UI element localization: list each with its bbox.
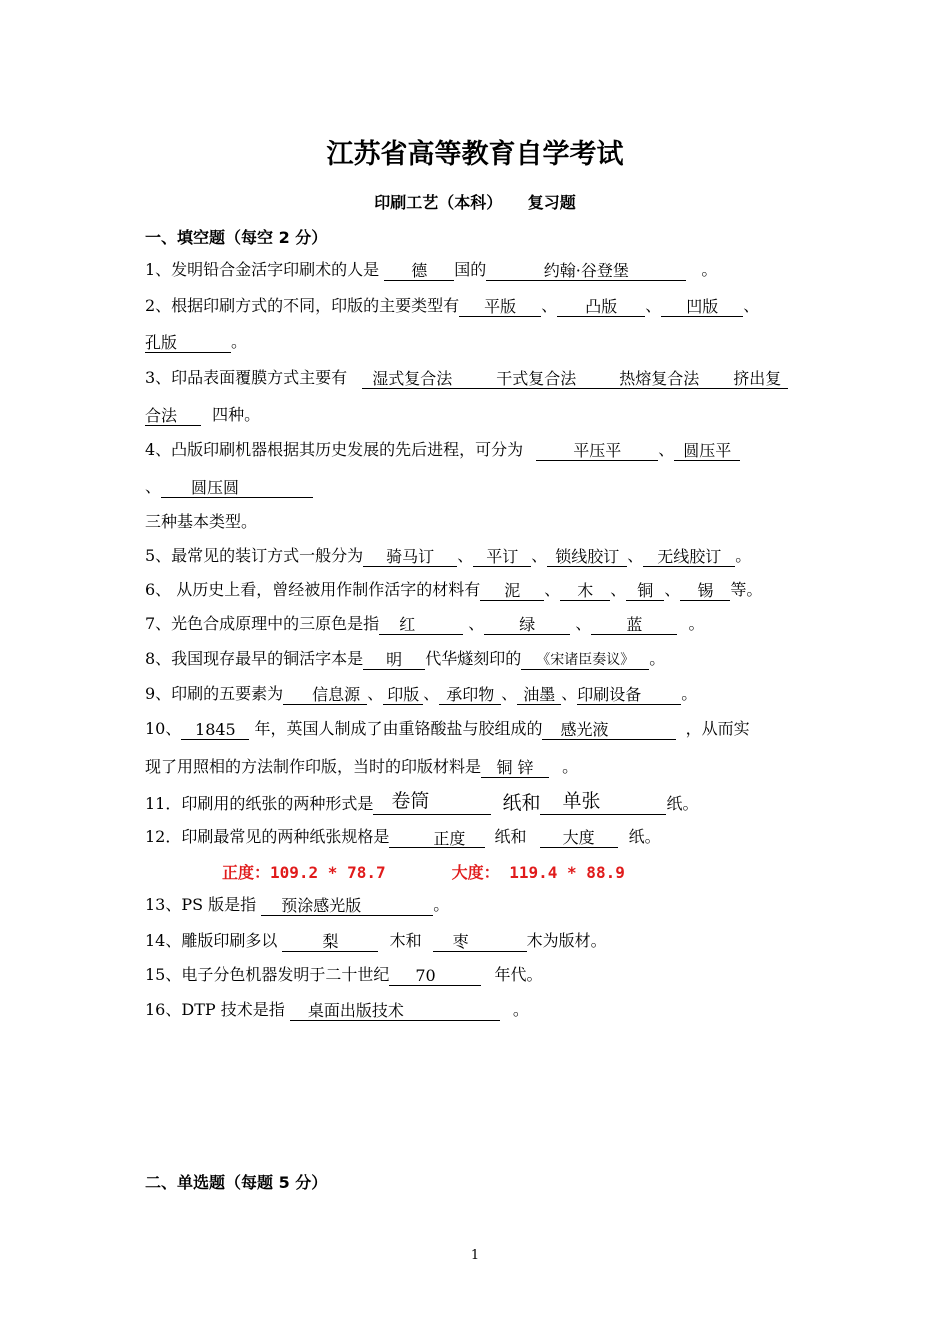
answer-blank: 预涂感光版 xyxy=(261,895,433,916)
question-16: 16、DTP 技术是指 桌面出版技术 。 xyxy=(145,1000,529,1020)
document-title: 江苏省高等教育自学考试 xyxy=(326,139,624,170)
question-7: 7、光色合成原理中的三原色是指 红 、 绿 、 蓝 。 xyxy=(145,614,705,634)
document-subtitle xyxy=(0,190,950,213)
paper-type: 复习题 xyxy=(527,193,576,212)
answer-blank: 正度 xyxy=(389,828,485,848)
question-10: 10、 1845 年，英国人制成了由重铬酸盐与胶组成的 感光液 ，从而实 xyxy=(145,719,750,739)
answer-blank: 湿式复合法 xyxy=(362,368,462,389)
question-2-cont: 孔版 。 xyxy=(145,332,248,352)
question-9: 9、印刷的五要素为 信息源 、 印版 、 承印物 、 油墨 、印刷设备 。 xyxy=(145,684,698,704)
answer-blank: 印版 xyxy=(383,684,423,705)
answer-blank: 干式复合法 xyxy=(484,368,588,389)
answer-blank: 凹版 xyxy=(661,296,743,317)
answer-blank: 承印物 xyxy=(439,684,501,705)
question-1: 1、发明铅合金活字印刷术的人是 德 国的 约翰·谷登堡 。 xyxy=(145,260,718,280)
answer-blank: 1845 xyxy=(181,719,249,740)
answer-blank: 《宋诸臣奏议》 xyxy=(521,649,649,670)
answer-blank: 孔版 xyxy=(145,332,231,353)
paper-size-note: 正度：109.2 * 78.7 大度： 119.4 * 88.9 xyxy=(222,863,625,882)
answer-blank: 卷筒 xyxy=(373,790,491,815)
answer-blank: 梨 xyxy=(282,931,378,952)
answer-blank: 锡 xyxy=(680,580,730,601)
answer-blank: 红 xyxy=(379,614,463,635)
answer-blank: 无线胶订 xyxy=(643,546,735,567)
question-5: 5、最常见的装订方式一般分为 骑马订 、 平订 、 锁线胶订 、 无线胶订 。 xyxy=(145,546,752,566)
question-3-cont: 合法 四种。 xyxy=(145,405,261,425)
answer-blank: 平压平 xyxy=(536,440,658,461)
question-4-tail: 三种基本类型。 xyxy=(145,512,258,531)
question-4-cont: 、 圆压圆 xyxy=(145,476,313,498)
course-name: 印刷工艺（本科） xyxy=(374,193,503,212)
answer-blank: 热熔复合法 xyxy=(608,368,710,389)
question-11: 11．印刷用的纸张的两种形式是 卷筒 纸和 单张 纸。 xyxy=(145,790,699,814)
answer-blank: 木 xyxy=(560,580,610,601)
answer-blank: 明 xyxy=(363,649,425,670)
answer-blank: 枣 xyxy=(433,931,527,952)
answer-blank: 骑马订 xyxy=(363,546,457,567)
question-3: 3、印品表面覆膜方式主要有 湿式复合法 干式复合法 热熔复合法 挤出复 xyxy=(145,367,788,389)
answer-blank: 圆压圆 xyxy=(161,477,313,498)
answer-blank: 铜 xyxy=(626,580,664,601)
answer-blank: 信息源 xyxy=(305,684,367,705)
answer-blank: 平版 xyxy=(459,296,541,317)
answer-blank: 70 xyxy=(389,965,481,986)
answer-blank: 德 xyxy=(384,260,454,281)
answer-blank: 圆压平 xyxy=(674,440,740,461)
section-heading-single-choice: 二、单选题（每题 5 分） xyxy=(145,1173,328,1192)
answer-blank: 油墨 xyxy=(517,684,561,705)
question-13: 13、PS 版是指 预涂感光版 。 xyxy=(145,895,450,915)
answer-blank: 锁线胶订 xyxy=(547,546,627,567)
answer-blank: 合法 xyxy=(145,405,201,426)
question-6: 6、 从历史上看，曾经被用作制作活字的材料有 泥 、 木 、 铜 、 锡 等。 xyxy=(145,580,763,600)
question-2: 2、根据印刷方式的不同，印版的主要类型有 平版 、 凸版 、 凹版 、 xyxy=(145,296,760,316)
answer-blank: 泥 xyxy=(480,580,544,601)
answer-blank: 平订 xyxy=(473,546,531,567)
question-10-cont: 现了用照相的方法制作印版，当时的印版材料是 铜 锌 。 xyxy=(145,757,579,777)
question-8: 8、我国现存最早的铜活字本是 明 代华燧刻印的 《宋诸臣奏议》 。 xyxy=(145,649,666,669)
answer-blank: 蓝 xyxy=(591,614,677,635)
answer-blank: 印刷设备 xyxy=(577,684,681,705)
answer-blank: 绿 xyxy=(484,614,570,635)
question-4: 4、凸版印刷机器根据其历史发展的先后进程，可分为 平压平 、 圆压平 xyxy=(145,439,740,461)
question-12: 12．印刷最常见的两种纸张规格是 正度 纸和 大度 纸。 xyxy=(145,827,661,848)
answer-blank: 桌面出版技术 xyxy=(290,1000,500,1021)
answer-blank: 感光液 xyxy=(542,719,676,740)
question-14: 14、雕版印刷多以 梨 木和 枣 木为版材。 xyxy=(145,931,607,951)
question-15: 15、电子分色机器发明于二十世纪 70 年代。 xyxy=(145,965,543,985)
answer-blank: 约翰·谷登堡 xyxy=(486,260,686,281)
answer-blank: 挤出复 xyxy=(726,368,788,389)
section-heading-fill-blank: 一、填空题（每空 2 分） xyxy=(145,228,328,247)
answer-blank: 凸版 xyxy=(557,296,645,317)
page-number: 1 xyxy=(470,1248,480,1263)
answer-blank: 大度 xyxy=(540,827,618,848)
answer-blank: 单张 xyxy=(540,790,666,815)
answer-blank: 铜 锌 xyxy=(481,757,549,778)
